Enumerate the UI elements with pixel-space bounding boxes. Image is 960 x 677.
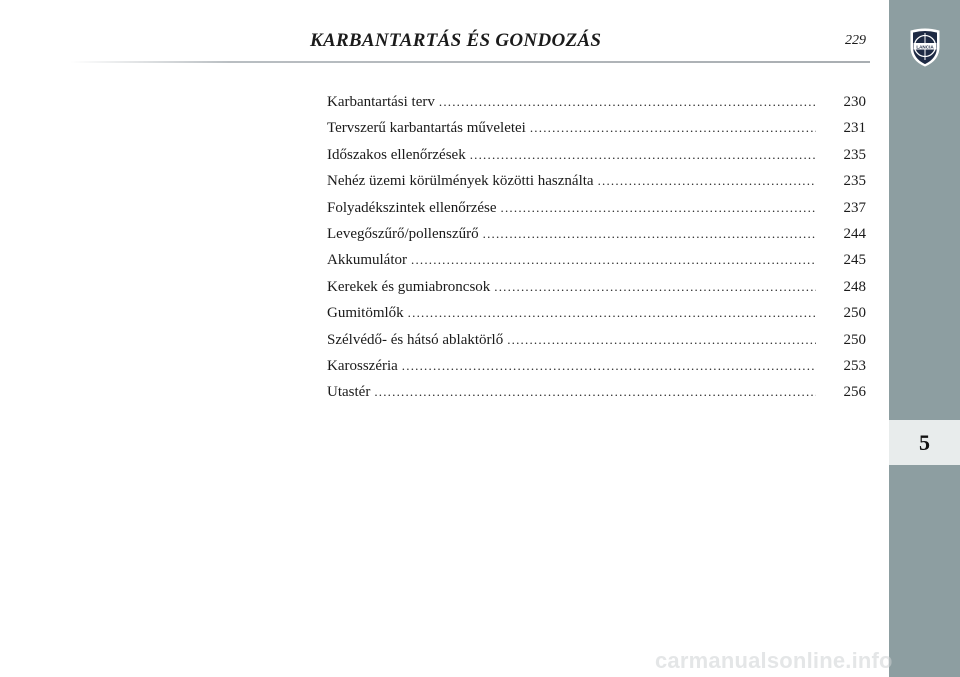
toc-dot-leader bbox=[470, 142, 816, 168]
toc-dot-leader bbox=[501, 195, 816, 221]
toc-entry[interactable] bbox=[327, 221, 866, 247]
toc-entry-label: Kerekek és gumiabroncsok bbox=[327, 278, 491, 295]
toc-entry-page: 250 bbox=[843, 331, 866, 348]
toc-entry-page: 235 bbox=[843, 146, 866, 163]
toc-entry-page: 231 bbox=[843, 120, 866, 137]
toc-entry-page: 253 bbox=[843, 357, 866, 374]
toc-dot-leader bbox=[507, 327, 816, 353]
toc-entry-page: 230 bbox=[843, 94, 866, 110]
toc-entry-label: Levegőszűrő/pollenszűrő bbox=[327, 225, 479, 242]
toc-dot-leader bbox=[598, 168, 816, 194]
toc-entry[interactable] bbox=[327, 89, 866, 115]
page-title: KARBANTARTÁS ÉS GONDOZÁS bbox=[310, 30, 602, 51]
chapter-sidebar bbox=[889, 0, 960, 677]
watermark: carmanualsonline.info bbox=[655, 648, 893, 673]
toc-entry-label: Gumitömlők bbox=[327, 305, 404, 322]
toc-dot-leader bbox=[411, 247, 816, 273]
toc-entry[interactable] bbox=[327, 115, 866, 141]
toc-entry-label: Utastér bbox=[327, 384, 371, 401]
toc-entry[interactable] bbox=[327, 274, 866, 300]
chapter-tab[interactable]: 5 bbox=[889, 420, 960, 465]
toc-entry[interactable] bbox=[327, 379, 866, 405]
toc-entry[interactable] bbox=[327, 142, 866, 168]
toc-entry-label: Szélvédő- és hátsó ablaktörlő bbox=[327, 331, 504, 348]
toc-entry[interactable] bbox=[327, 168, 866, 194]
toc-entry-page: 248 bbox=[843, 278, 866, 295]
logo-text: LANCIA bbox=[916, 44, 934, 50]
toc-entry-label: Akkumulátor bbox=[327, 252, 407, 269]
toc-dot-leader bbox=[408, 300, 816, 326]
toc-entry[interactable] bbox=[327, 353, 866, 379]
lancia-logo-icon bbox=[908, 27, 942, 67]
toc-entry[interactable] bbox=[327, 247, 866, 273]
toc-entry-page: 245 bbox=[843, 252, 866, 269]
toc-dot-leader bbox=[402, 353, 816, 379]
toc-entry-label: Időszakos ellenőrzések bbox=[327, 146, 466, 163]
toc-entry-page: 256 bbox=[843, 384, 866, 401]
table-of-contents bbox=[327, 89, 866, 406]
toc-entry-label: Nehéz üzemi körülmények közötti használta bbox=[327, 173, 594, 190]
toc-dot-leader bbox=[374, 379, 816, 405]
toc-entry-page: 244 bbox=[843, 225, 866, 242]
toc-entry-label: Folyadékszintek ellenőrzése bbox=[327, 199, 497, 216]
toc-entry-label: Tervszerű karbantartás műveletei bbox=[327, 120, 526, 137]
toc-dot-leader bbox=[494, 274, 816, 300]
toc-entry-label: Karbantartási terv bbox=[327, 94, 435, 110]
toc-entry-page: 250 bbox=[843, 305, 866, 322]
header-divider bbox=[70, 61, 870, 63]
toc-dot-leader bbox=[530, 115, 816, 141]
toc-entry-label: Karosszéria bbox=[327, 357, 398, 374]
page-number: 229 bbox=[845, 33, 866, 48]
toc-dot-leader bbox=[439, 89, 816, 115]
toc-dot-leader bbox=[483, 221, 816, 247]
toc-entry-page: 237 bbox=[843, 199, 866, 216]
toc-entry[interactable] bbox=[327, 327, 866, 353]
toc-entry[interactable] bbox=[327, 195, 866, 221]
toc-entry[interactable] bbox=[327, 300, 866, 326]
toc-entry-page: 235 bbox=[843, 173, 866, 190]
